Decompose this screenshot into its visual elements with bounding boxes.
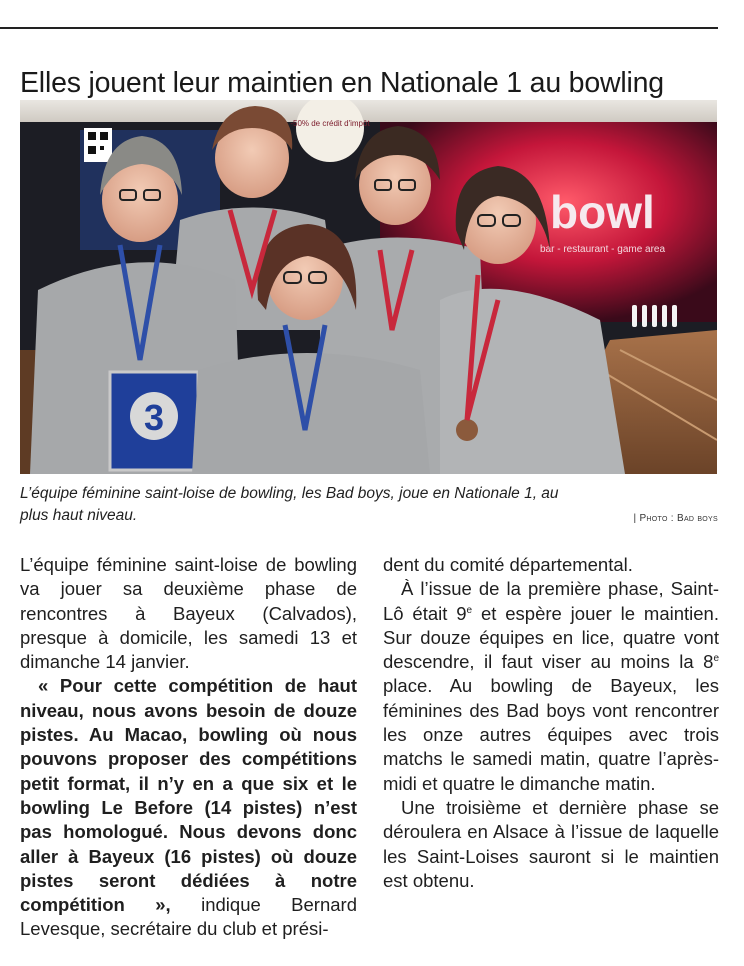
plaque-number: 3 <box>143 397 165 438</box>
promo-text: -50% de crédit d'impôt <box>290 119 370 128</box>
quote-attribution: indique Bernard Levesque, secrétaire du club et prési- <box>20 894 357 940</box>
photo-caption: L’équipe féminine saint-loise de bowling, les Bad boys, joue en Nationale 1, au plus haut niveau. <box>20 485 559 524</box>
credit-separator: | <box>633 513 637 524</box>
article-column-left <box>20 553 357 942</box>
credit-prefix: Photo : <box>639 513 674 524</box>
paragraph-quote <box>20 674 357 941</box>
credit-name: Bad boys <box>676 513 718 524</box>
top-rule <box>0 27 718 29</box>
paragraph-intro: L’équipe féminine saint-loise de bowling va jouer sa deuxième phase de rencontres à Bayeux (Calvados), presque à domicile, les samedi 13 et dimanche 14 janvier. <box>20 554 357 673</box>
paragraph-final-phase: Une troisième et dernière phase se déroulera en Alsace à l’issue de laquelle les Saint-Loises sauront si le maintien est obtenu. <box>383 796 719 891</box>
article-column-right <box>383 553 719 893</box>
paragraph-ranking <box>383 577 719 796</box>
paragraph-continuation: dent du comité départemental. <box>383 554 633 575</box>
sign-subtext: bar - restaurant - game area <box>540 244 666 255</box>
quote-text: « Pour cette compétition de haut niveau, nous avons besoin de douze pistes. Au Macao, bowling où nous pouvons proposer des compétitions petit format, il n’y en a que six et le bowling Le Before (14 pistes) n’est pas homologué. Nous devons donc aller à Bayeux (16 pistes) où douze pistes seront dédiées à notre compétition », <box>20 675 357 916</box>
team-photo <box>20 100 717 474</box>
ordinal-sup-1: e <box>466 604 473 616</box>
ranking-text-b: et espère jouer le maintien. Sur douze équipes en lice, quatre vont descendre, il faut viser au moins la 8 <box>383 602 719 673</box>
ranking-text-a: À l’issue de la première phase, Saint-Lô était 9 <box>383 578 719 624</box>
sign-text: bowl <box>550 186 655 238</box>
ranking-text-c: place. Au bowling de Bayeux, les féminines des Bad boys vont rencontrer les onze autres équipes avec trois matchs le samedi matin, quatre l’après-midi et quatre le dimanche matin. <box>383 675 719 794</box>
article-headline: Elles jouent leur maintien en Nationale 1 au bowling <box>20 67 664 100</box>
ordinal-sup-2: e <box>713 653 719 665</box>
photo-credit <box>634 512 718 526</box>
